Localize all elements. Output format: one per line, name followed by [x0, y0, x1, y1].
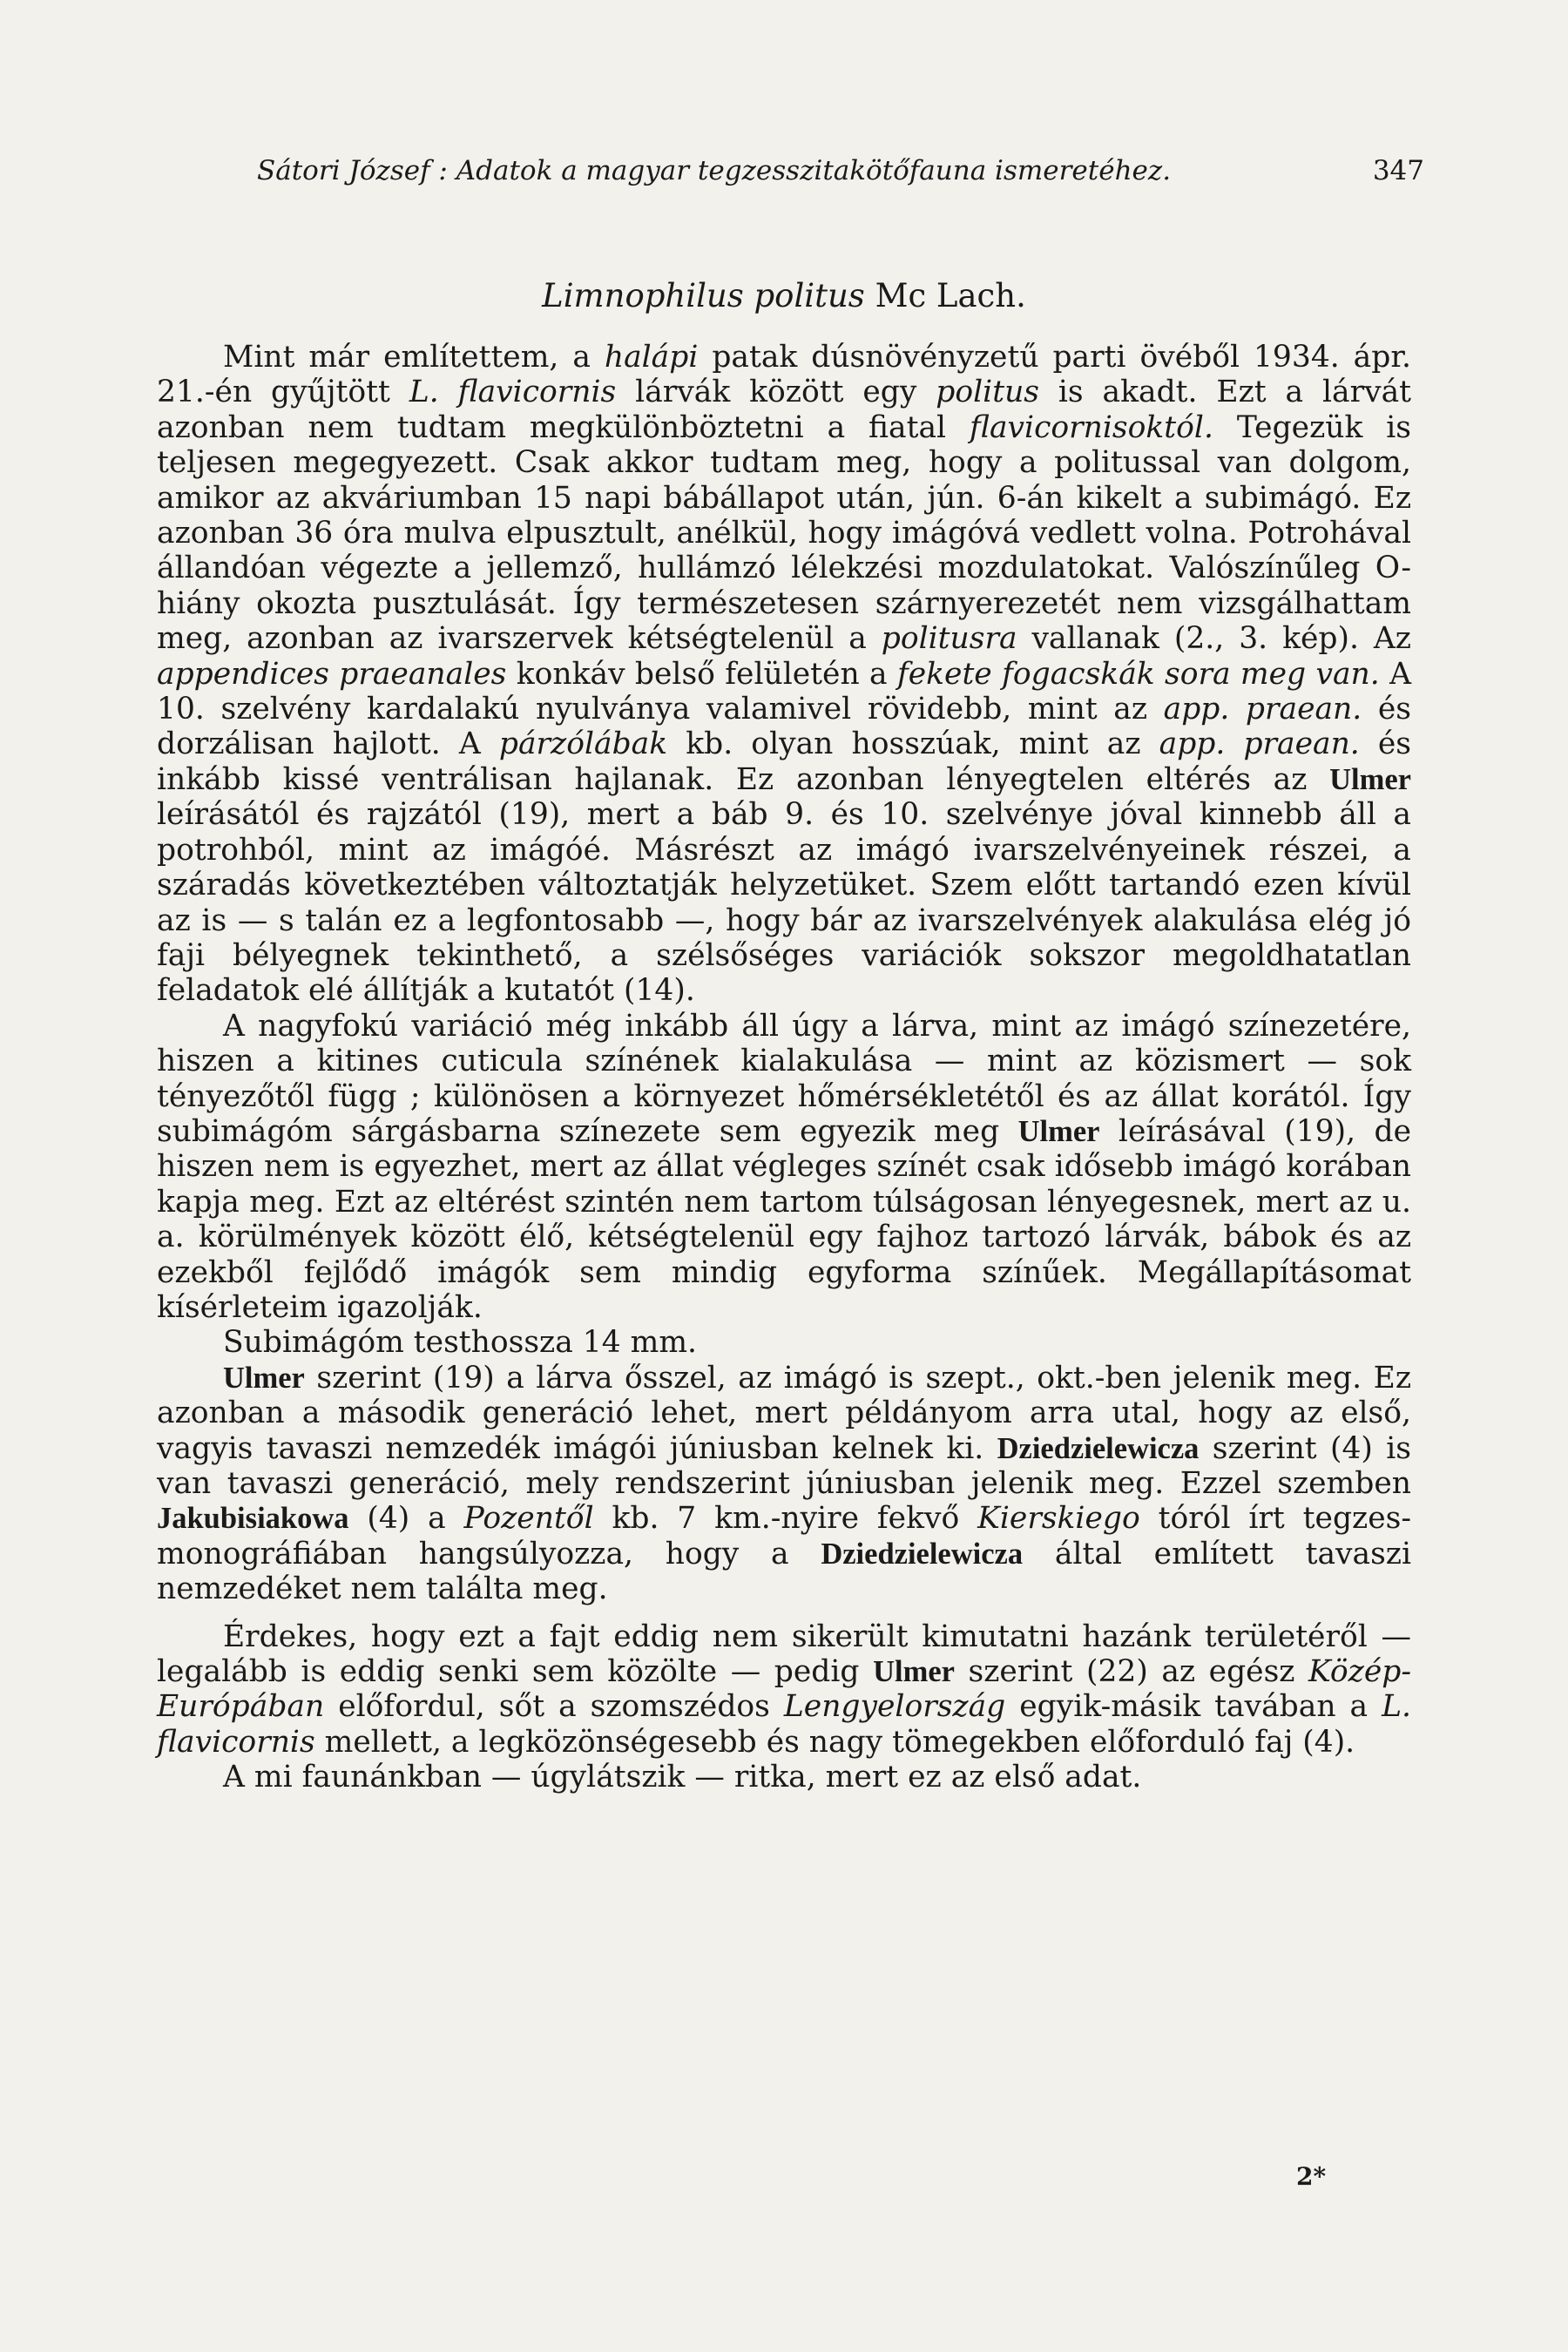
italic-run: app. praean.: [1163, 692, 1362, 727]
italic-run: fekete fogacskák sora meg van.: [896, 656, 1380, 692]
text-run: egyik-másik tavában a: [1005, 1689, 1382, 1725]
species-name: Limnophilus politus: [542, 277, 865, 314]
running-title: Sátori József : Adatok a magyar tegzesszitakötőfauna ismeretéhez.: [257, 155, 1172, 186]
article-body: [157, 340, 1411, 1795]
text-run: (4) a: [348, 1501, 464, 1537]
text-run: és dorzálisan hajlott. A: [157, 692, 1411, 762]
text-run: kb. olyan hosszúak, mint az: [667, 727, 1159, 762]
italic-run: appendices praeanales: [157, 656, 507, 692]
italic-run: politus: [936, 375, 1039, 410]
text-run: előfordul, sőt a szomszédos: [324, 1689, 784, 1725]
italic-run: Lengyelország: [783, 1689, 1006, 1725]
paragraph-3: Subimágóm testhossza 14 mm.: [223, 1325, 698, 1361]
text-run: patak dúsnövényzetű parti övéből 1934. ápr. 21.-én gyűjtött: [157, 340, 1411, 410]
page-number: 347: [1372, 155, 1424, 186]
author-name: Ulmer: [873, 1655, 955, 1689]
text-run: által említett tavaszi nemzedéket nem találta meg.: [157, 1536, 1411, 1607]
paragraph-2: [157, 1009, 1411, 1326]
text-run: is akadt. Ezt a lárvát azonban nem tudtam megkülönböztetni a fiatal: [157, 375, 1412, 445]
text-run: leírásával (19), de hiszen nem is egyezhet, mert az állat végleges színét csak idősebb imágó korában kapja meg. Ezt az eltérést szintén nem tartom túlságosan lényegesnek, mert az u. a. körülmények között élő, kétségtelenül egy fajhoz tartozó lárvák, bábok és az ezekből fejlődő imágók sem mindig egyforma színűek. Megállapításomat kísérleteim igazolják.: [157, 1113, 1411, 1325]
author-name: Ulmer: [1329, 762, 1411, 796]
paragraph-6: A mi faunánkban — úgylátszik — ritka, mert ez az első adat.: [223, 1760, 1142, 1795]
text-run: szerint (4) is van tavaszi generáció, mely rendszerint júniusban jelenik meg. Ezzel szemben: [157, 1430, 1411, 1501]
text-run: konkáv belső felületén a: [506, 656, 897, 692]
italic-run: Közép-Európában: [157, 1654, 1411, 1725]
text-run: szerint (22) az egész: [954, 1654, 1309, 1690]
italic-run: L. flavicornis: [157, 1689, 1411, 1760]
text-run: Mint már említettem, a: [223, 340, 605, 375]
text-run: kb. 7 km.-nyire fekvő: [593, 1501, 978, 1537]
author-name: Jakubisiakowa: [157, 1502, 349, 1536]
italic-run: politusra: [881, 621, 1017, 657]
signature-mark: 2*: [1296, 2162, 1327, 2191]
author-name: Dziedzielewicza: [821, 1537, 1024, 1571]
author-name: Ulmer: [223, 1361, 305, 1395]
italic-run: Kierskiego: [977, 1501, 1140, 1537]
italic-run: Pozentől: [463, 1501, 594, 1537]
text-run: Érdekes, hogy ezt a fajt eddig nem sikerült kimutatni hazánk területéről — legalább is eddig senki sem közölte — pedig: [157, 1619, 1411, 1690]
text-run: tóról írt tegzes-monográfiában hangsúlyozza, hogy a: [157, 1501, 1411, 1571]
author-name: Ulmer: [1017, 1114, 1100, 1148]
species-author: Mc Lach.: [875, 277, 1026, 314]
text-run: lárvák között egy: [616, 375, 936, 410]
text-run: mellett, a legközönségesebb és nagy tömegekben előforduló faj (4).: [314, 1724, 1355, 1760]
paragraph-1: [157, 340, 1411, 1009]
italic-run: app. praean.: [1159, 727, 1360, 762]
text-run: és inkább kissé ventrálisan hajlanak. Ez azonban lényegtelen eltérés az: [157, 727, 1412, 797]
paragraph-5: [157, 1619, 1411, 1761]
italic-run: halápi: [604, 340, 699, 375]
italic-run: párzólábak: [498, 727, 668, 762]
italic-run: L. flavicornis: [409, 375, 617, 410]
text-run: szerint (19) a lárva ősszel, az imágó is szept., okt.-ben jelenik meg. Ez azonban a második generáció lehet, mert példányom arra utal, hogy az első, vagyis tavaszi nemzedék imágói júniusban kelnek ki.: [157, 1360, 1411, 1466]
text-run: vallanak (2., 3. kép). Az: [1017, 621, 1411, 657]
text-run: A 10. szelvény kardalakú nyulványa valamivel rövidebb, mint az: [157, 656, 1411, 727]
paragraph-4: [157, 1361, 1411, 1607]
italic-run: flavicornisoktól.: [969, 409, 1213, 445]
running-header: [257, 155, 1424, 193]
text-run: A nagyfokú variáció még inkább áll úgy a lárva, mint az imágó színezetére, hiszen a kitines cuticula színének kialakulása — mint az közismert — sok tényezőtől függ ; különösen a környezet hőmérsékletétől és az állat korától. Így subimágóm sárgásbarna színezete sem egyezik meg: [157, 1008, 1411, 1149]
text-run: leírásától és rajzától (19), mert a báb 9. és 10. szelvénye jóval kinnebb áll a potrohból, mint az imágóé. Másrészt az imágó ivarszelvényeinek részei, a száradás következtében változtatják helyzetüket. Szem előtt tartandó ezen kívül az is — s talán ez a legfontosabb —, hogy bár az ivarszelvények alakulása elég jó faji bélyegnek tekinthető, a szélsőséges variációk sokszor megoldhatatlan feladatok elé állítják a kutatót (14).: [157, 797, 1411, 1009]
section-title: [0, 277, 1568, 314]
author-name: Dziedzielewicza: [997, 1431, 1200, 1465]
text-run: Tegezük is teljesen megegyezett. Csak akkor tudtam meg, hogy a politussal van dolgom, amikor az akváriumban 15 napi bábállapot után, jún. 6-án kikelt a subimágó. Ez azonban 36 óra mulva elpusztult, anélkül, hogy imágóvá vedlett volna. Potrohával állandóan végezte a jellemző, hullámzó lélekzési mozdulatokat. Valószínűleg O-hiány okozta pusztulását. Így természetesen szárnyerezetét nem vizsgálhattam meg, azonban az ivarszervek kétségtelenül a: [157, 409, 1411, 657]
